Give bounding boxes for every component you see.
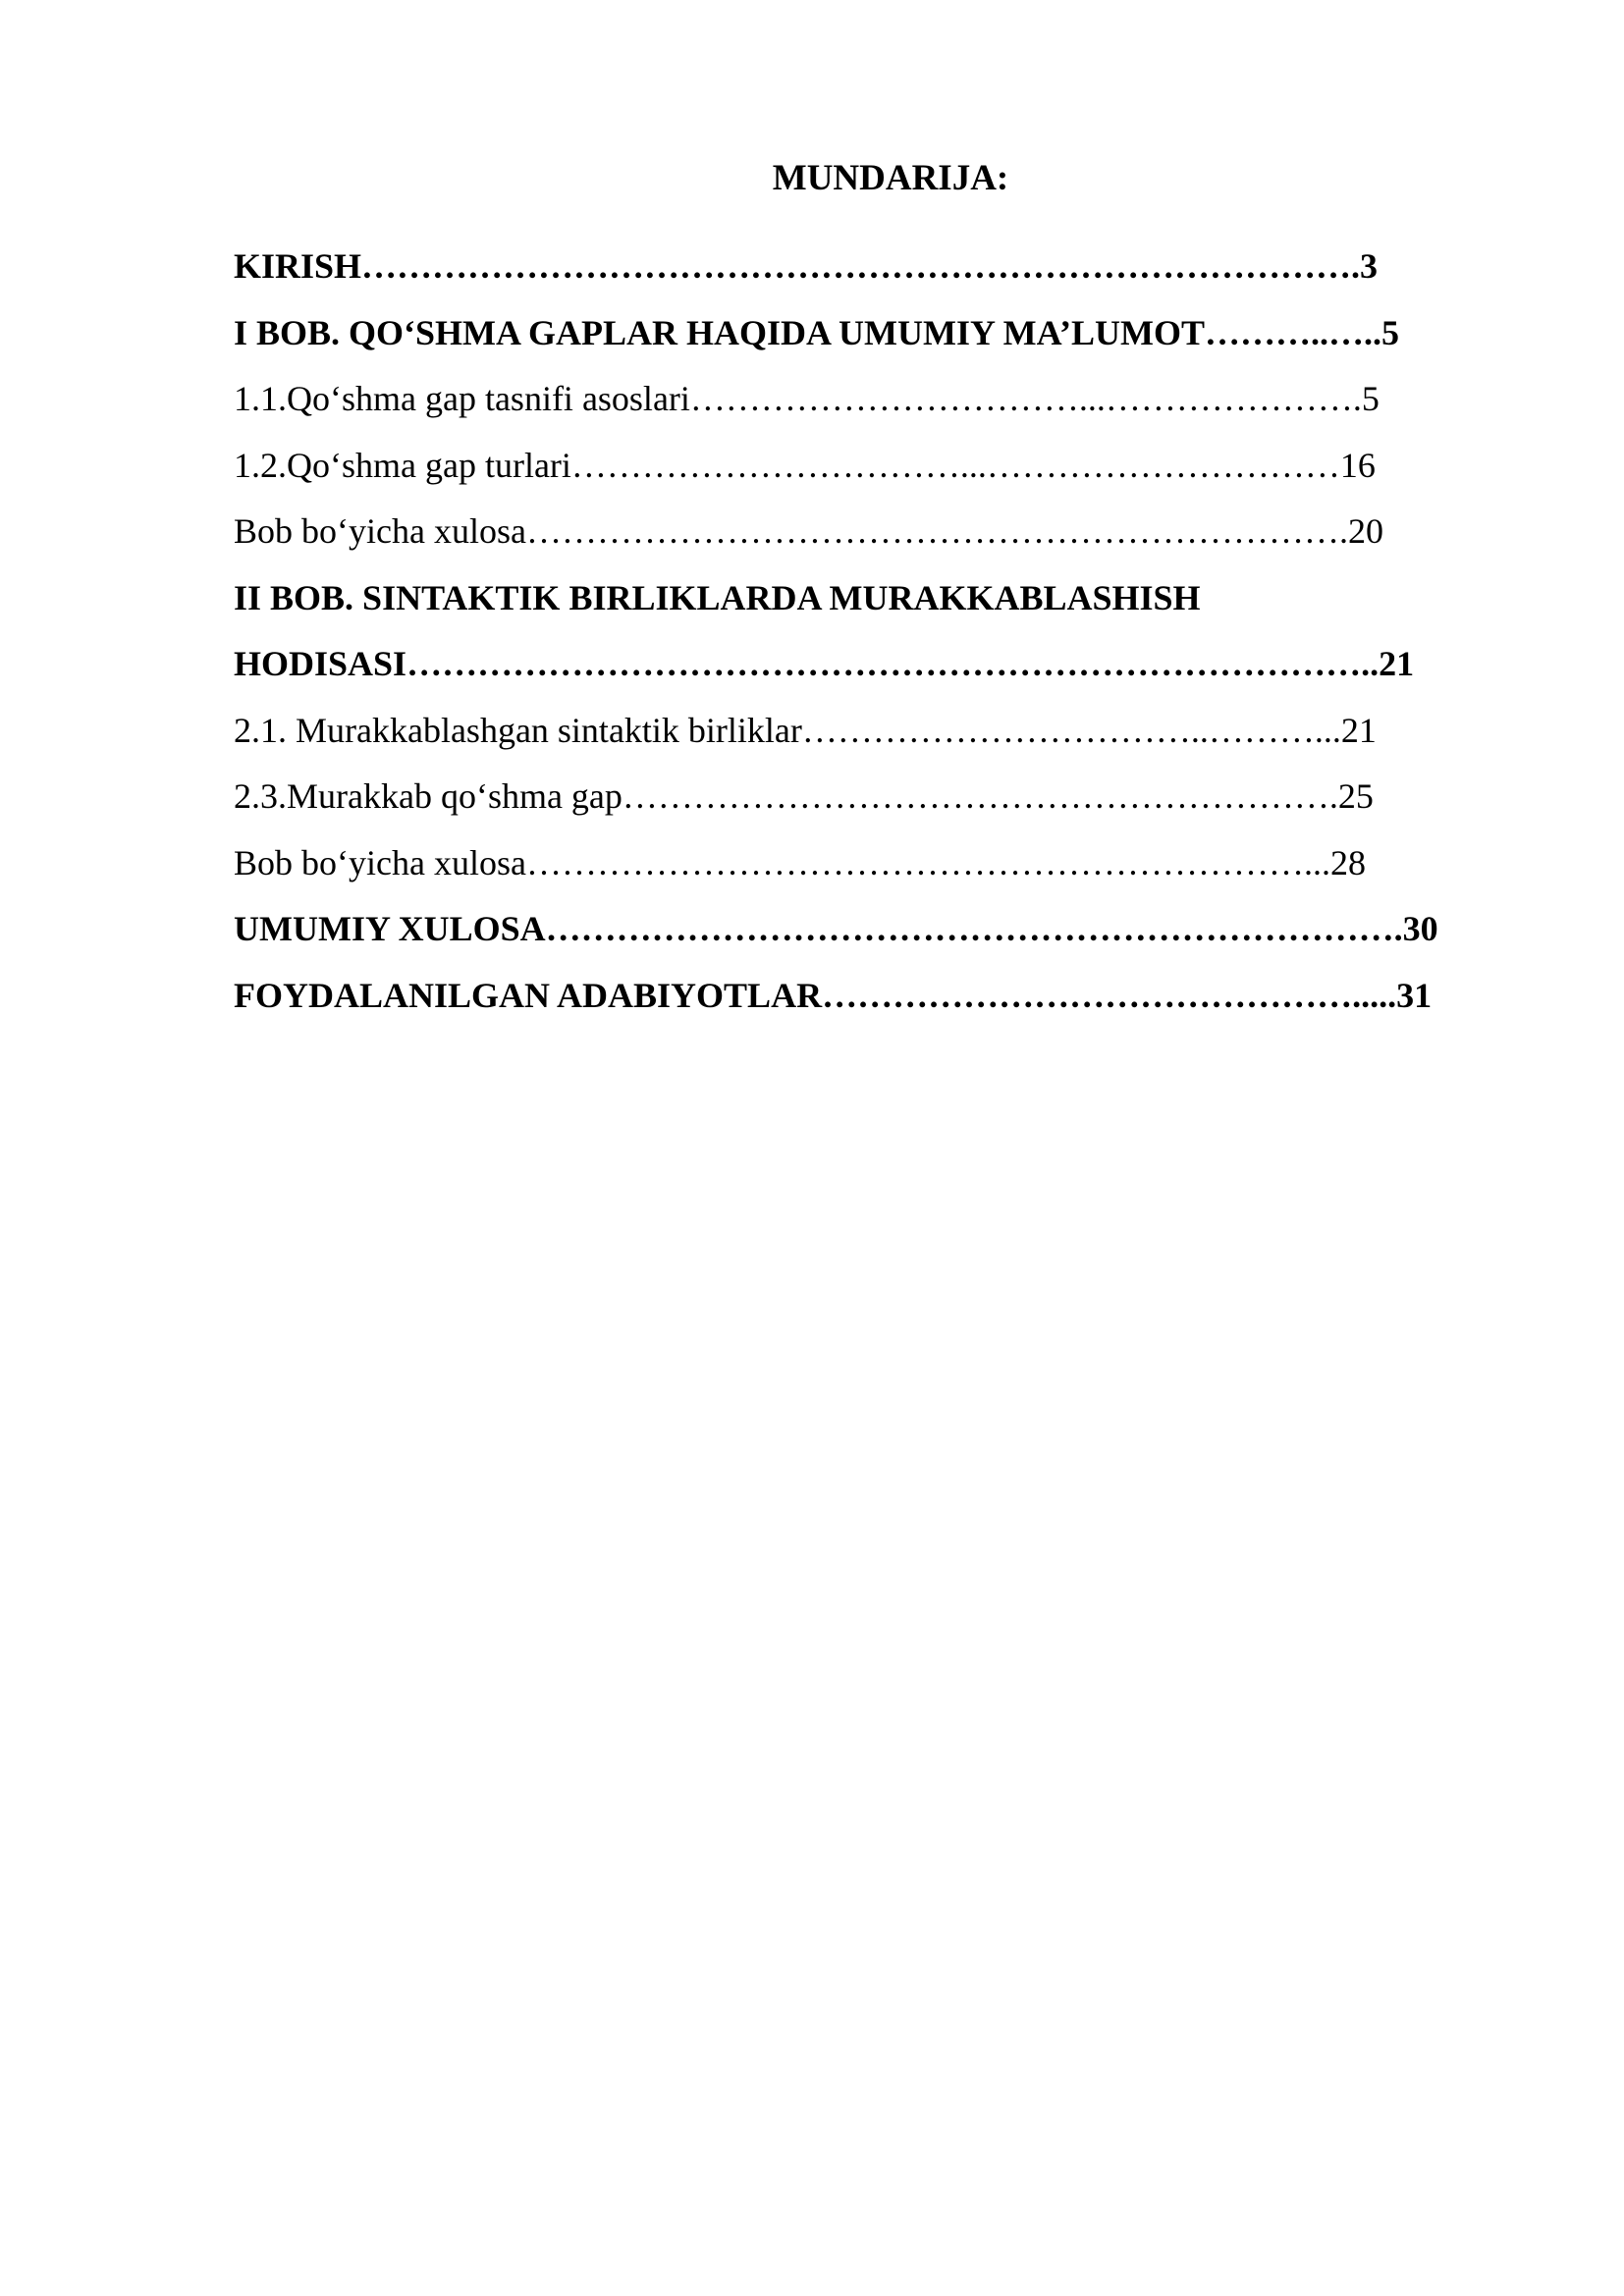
toc-entry-chapter-2-conclusion: Bob bo‘yicha xulosa…………………………………………………………...28 (234, 842, 1366, 882)
toc-entry-kirish: KIRISH………………………………………………………………………….3 (234, 246, 1379, 286)
toc-entry-references: FOYDALANILGAN ADABIYOTLAR……………………………………….....31 (234, 975, 1433, 1015)
toc-entry-chapter-2: II BOB. SINTAKTIK BIRLIKLARDA MURAKKABLASHISH (234, 577, 1201, 617)
toc-entry-general-conclusion: UMUMIY XULOSA……………………………………………………………….30 (234, 909, 1438, 948)
toc-entry-2-1: 2.1. Murakkablashgan sintaktik birliklar……………………………..………...21 (234, 710, 1377, 750)
toc-entry-chapter-1: I BOB. QO‘SHMA GAPLAR HAQIDA UMUMIY MA’LUMOT………..…..5 (234, 312, 1399, 352)
page-title: MUNDARIJA: (772, 158, 1009, 198)
toc-entry-1-2: 1.2.Qo‘shma gap turlari……………………………...…………………………16 (234, 445, 1376, 485)
toc-entry-chapter-2-continued: HODISASI………………………………………………………………………..21 (234, 644, 1415, 683)
table-of-contents (234, 234, 1510, 1029)
toc-entry-2-3: 2.3.Murakkab qo‘shma gap…………………………………………………….25 (234, 776, 1374, 816)
toc-entry-chapter-1-conclusion: Bob bo‘yicha xulosa…………………………………………………………….20 (234, 511, 1383, 551)
toc-entry-1-1: 1.1.Qo‘shma gap tasnifi asoslari……………………………...………………….5 (234, 379, 1380, 418)
